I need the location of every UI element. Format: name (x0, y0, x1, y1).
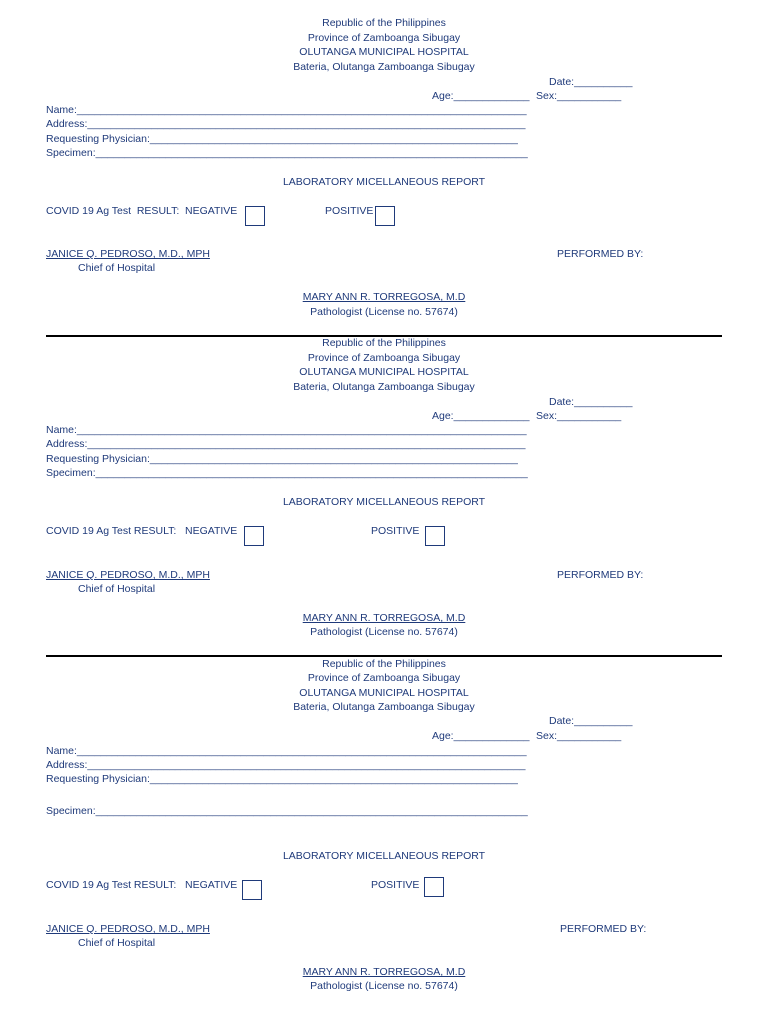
requesting-physician-field[interactable]: Requesting Physician:_______________________________________________________________ (46, 773, 518, 785)
age-field[interactable]: Age:_____________ (432, 730, 530, 742)
positive-checkbox[interactable] (425, 526, 445, 546)
performed-by-label: PERFORMED BY: (560, 923, 647, 935)
specimen-field[interactable]: Specimen:__________________________________________________________________________ (46, 805, 528, 817)
pathologist-title: Pathologist (License no. 57674) (310, 306, 458, 318)
header-hospital: OLUTANGA MUNICIPAL HOSPITAL (299, 366, 469, 378)
test-result-label: COVID 19 Ag Test RESULT: (46, 879, 177, 891)
header-address: Bateria, Olutanga Zamboanga Sibugay (293, 701, 475, 713)
header-republic: Republic of the Philippines (322, 337, 446, 349)
chief-name: JANICE Q. PEDROSO, M.D., MPH (46, 248, 210, 260)
pathologist-title: Pathologist (License no. 57674) (310, 626, 458, 638)
header-hospital: OLUTANGA MUNICIPAL HOSPITAL (299, 687, 469, 699)
negative-checkbox[interactable] (242, 880, 262, 900)
negative-label: NEGATIVE (185, 205, 238, 217)
address-field[interactable]: Address:___________________________________________________________________________ (46, 759, 526, 771)
test-result-label: COVID 19 Ag Test RESULT: (46, 205, 180, 217)
chief-title: Chief of Hospital (78, 583, 156, 595)
performed-by-label: PERFORMED BY: (557, 569, 644, 581)
pathologist-name: MARY ANN R. TORREGOSA, M.D (302, 966, 466, 978)
requesting-physician-field[interactable]: Requesting Physician:_______________________________________________________________ (46, 453, 518, 465)
sex-field[interactable]: Sex:___________ (536, 90, 622, 102)
header-province: Province of Zamboanga Sibugay (307, 352, 461, 364)
report-title: LABORATORY MICELLANEOUS REPORT (282, 496, 486, 508)
requesting-physician-field[interactable]: Requesting Physician:_______________________________________________________________ (46, 133, 518, 145)
header-republic: Republic of the Philippines (322, 658, 446, 670)
performed-by-label: PERFORMED BY: (557, 248, 644, 260)
header-province: Province of Zamboanga Sibugay (307, 672, 461, 684)
negative-checkbox[interactable] (244, 526, 264, 546)
chief-name: JANICE Q. PEDROSO, M.D., MPH (46, 569, 210, 581)
positive-checkbox[interactable] (375, 206, 395, 226)
pathologist-title: Pathologist (License no. 57674) (310, 980, 458, 992)
header-hospital: OLUTANGA MUNICIPAL HOSPITAL (299, 46, 469, 58)
test-result-label: COVID 19 Ag Test RESULT: (46, 525, 177, 537)
name-field[interactable]: Name:_____________________________________________________________________________ (46, 104, 527, 116)
header-address: Bateria, Olutanga Zamboanga Sibugay (293, 381, 475, 393)
negative-checkbox[interactable] (245, 206, 265, 226)
header-republic: Republic of the Philippines (322, 17, 446, 29)
specimen-field[interactable]: Specimen:__________________________________________________________________________ (46, 147, 528, 159)
negative-label: NEGATIVE (185, 525, 238, 537)
sex-field[interactable]: Sex:___________ (536, 410, 622, 422)
report-title: LABORATORY MICELLANEOUS REPORT (282, 176, 486, 188)
pathologist-name: MARY ANN R. TORREGOSA, M.D (302, 291, 466, 303)
specimen-field[interactable]: Specimen:__________________________________________________________________________ (46, 467, 528, 479)
age-field[interactable]: Age:_____________ (432, 90, 530, 102)
header-province: Province of Zamboanga Sibugay (307, 32, 461, 44)
sex-field[interactable]: Sex:___________ (536, 730, 622, 742)
address-field[interactable]: Address:___________________________________________________________________________ (46, 438, 526, 450)
date-field[interactable]: Date:__________ (549, 76, 633, 88)
address-field[interactable]: Address:___________________________________________________________________________ (46, 118, 526, 130)
chief-title: Chief of Hospital (78, 937, 156, 949)
positive-label: POSITIVE (325, 205, 374, 217)
negative-label: NEGATIVE (185, 879, 238, 891)
date-field[interactable]: Date:__________ (549, 396, 633, 408)
positive-label: POSITIVE (371, 525, 420, 537)
age-field[interactable]: Age:_____________ (432, 410, 530, 422)
pathologist-name: MARY ANN R. TORREGOSA, M.D (302, 612, 466, 624)
positive-label: POSITIVE (371, 879, 420, 891)
report-title: LABORATORY MICELLANEOUS REPORT (282, 850, 486, 862)
positive-checkbox[interactable] (424, 877, 444, 897)
chief-name: JANICE Q. PEDROSO, M.D., MPH (46, 923, 210, 935)
header-address: Bateria, Olutanga Zamboanga Sibugay (293, 61, 475, 73)
date-field[interactable]: Date:__________ (549, 715, 633, 727)
form-divider (46, 655, 722, 657)
name-field[interactable]: Name:_____________________________________________________________________________ (46, 745, 527, 757)
name-field[interactable]: Name:_____________________________________________________________________________ (46, 424, 527, 436)
chief-title: Chief of Hospital (78, 262, 156, 274)
